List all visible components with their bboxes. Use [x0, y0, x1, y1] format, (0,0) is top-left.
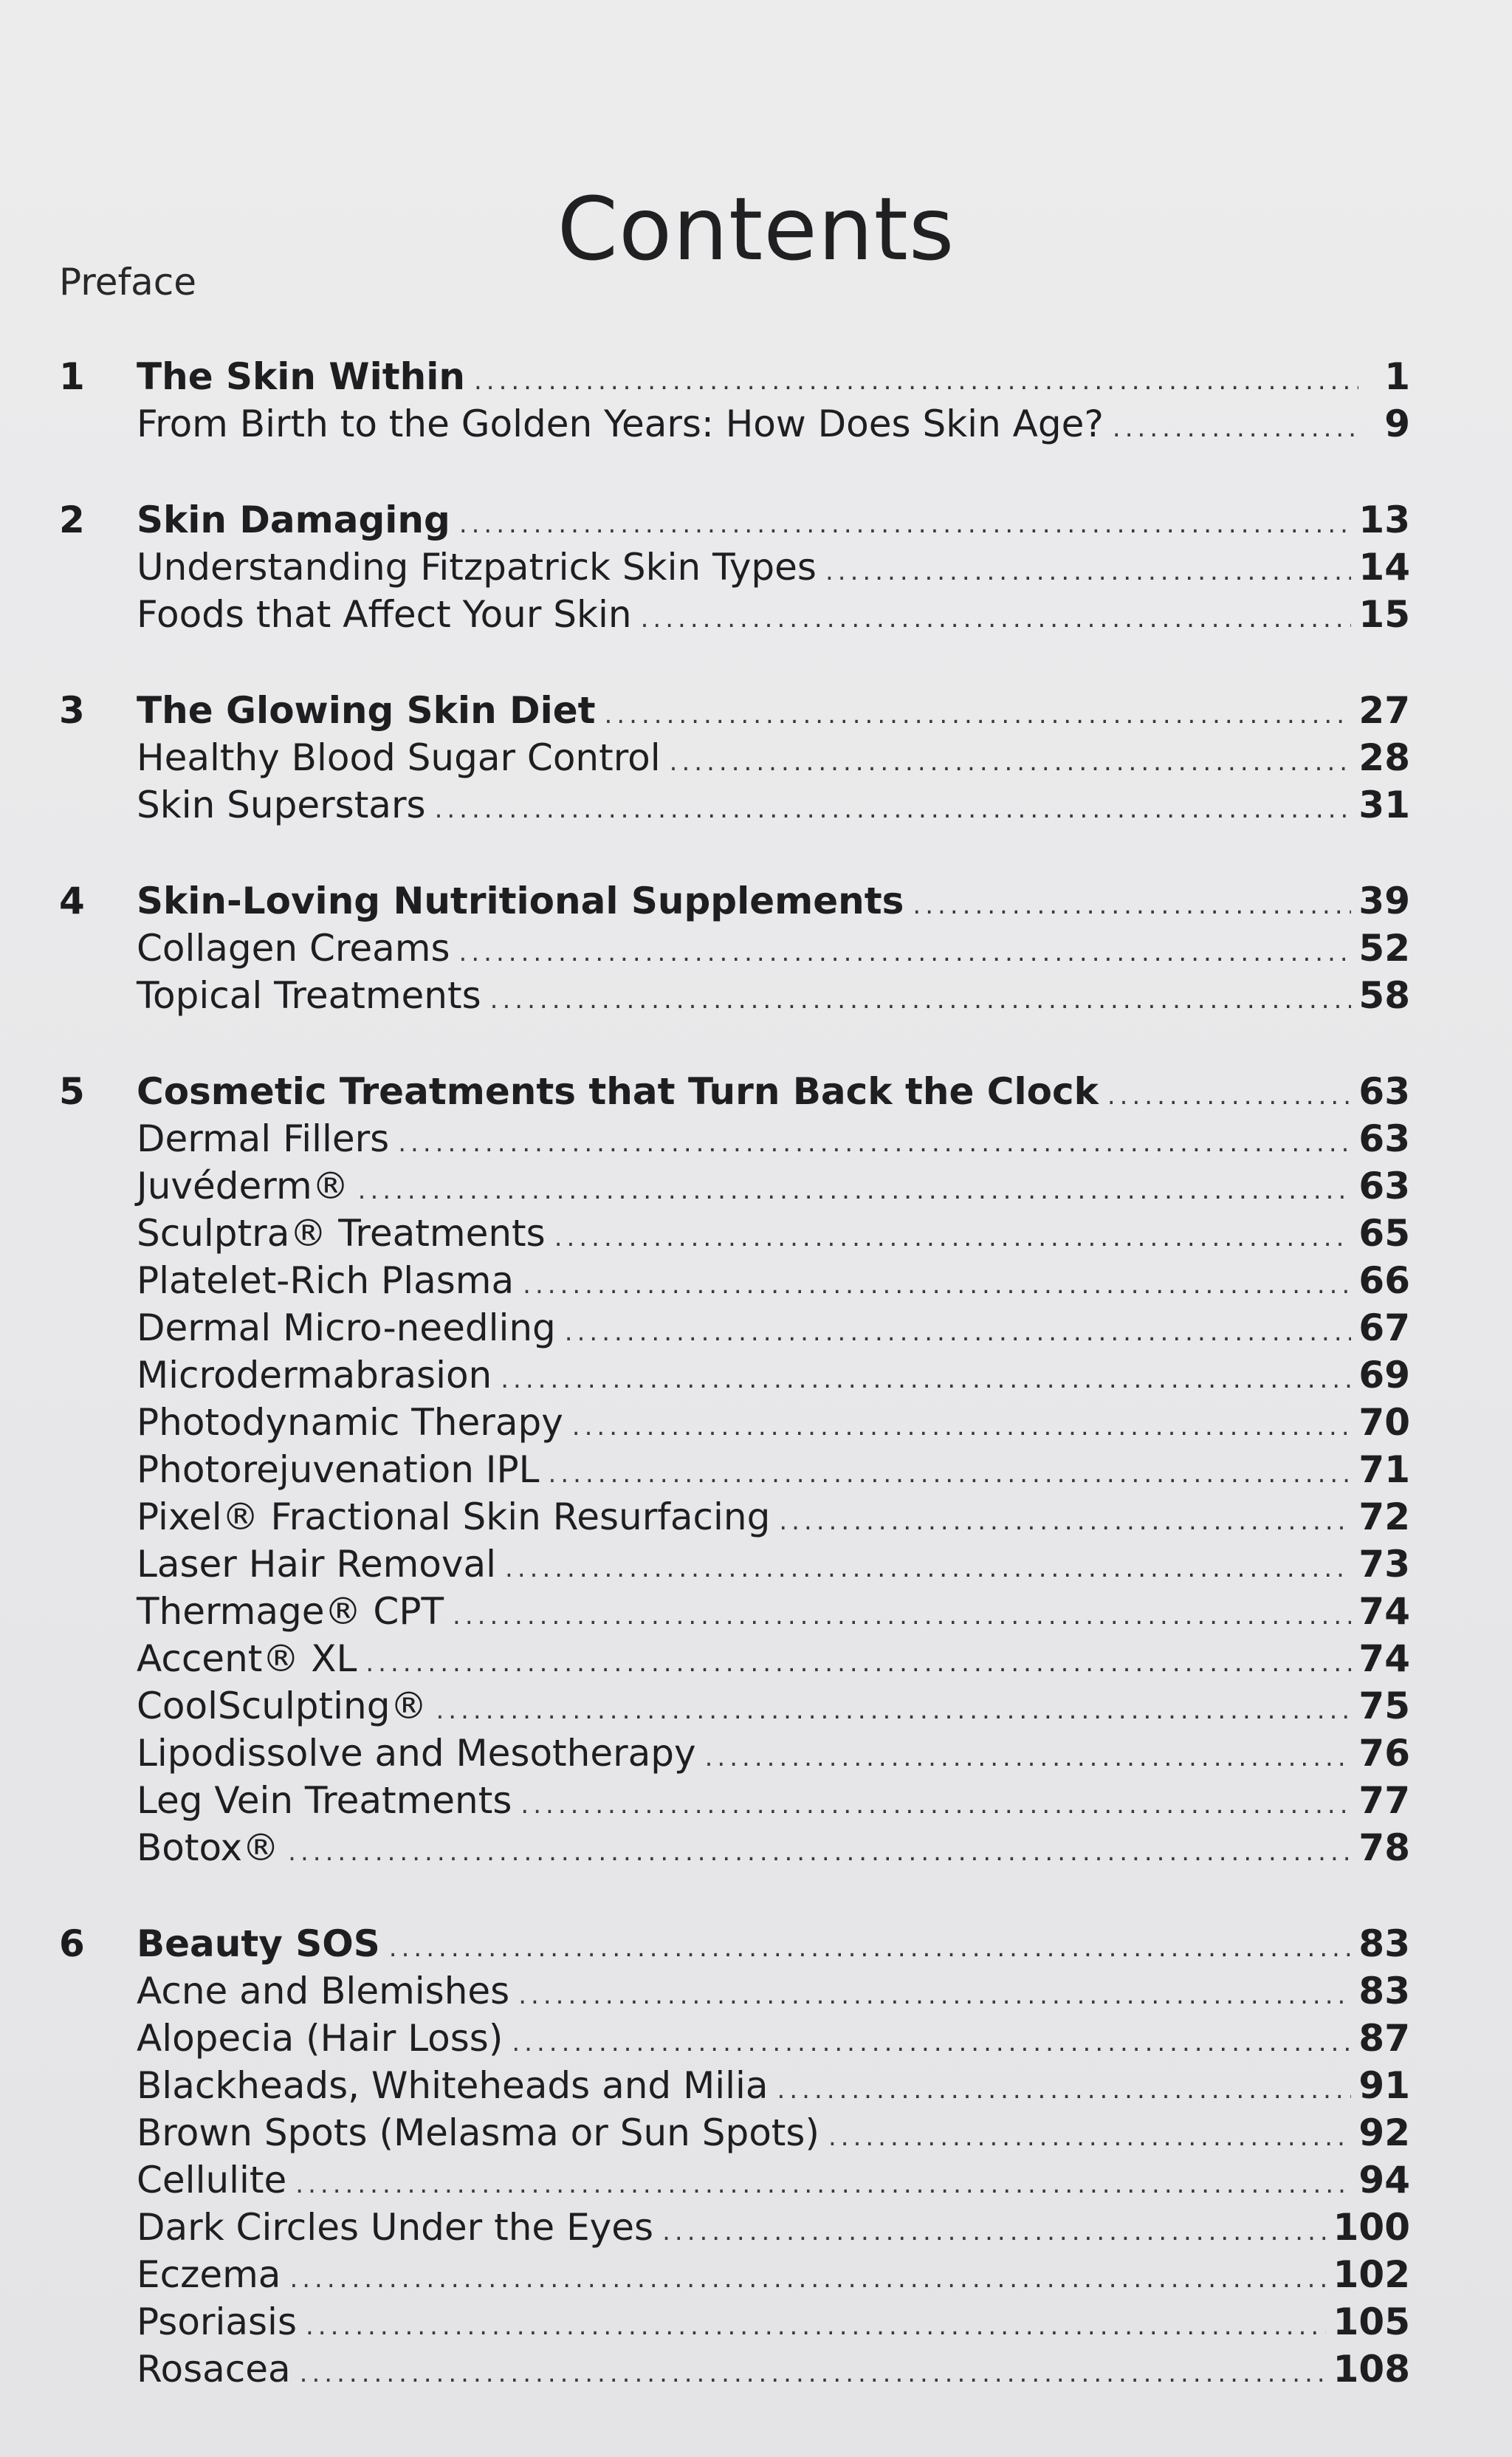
dot-leader: [520, 1781, 1351, 1829]
section-entry: [137, 2298, 1410, 2345]
dot-leader: [641, 595, 1352, 642]
dot-leader: [828, 2114, 1351, 2161]
chapter-5: [59, 1068, 1410, 1871]
entry-label: Accent® XL: [137, 1637, 357, 1680]
dot-leader: [565, 1309, 1352, 1356]
entry-label: The Glowing Skin Diet: [137, 689, 596, 732]
section-entry: [137, 1351, 1410, 1399]
entry-label: Skin Superstars: [137, 784, 426, 826]
section-entry: [137, 1115, 1410, 1162]
entry-page-number: 70: [1358, 1401, 1410, 1444]
entry-label: Acne and Blemishes: [137, 1970, 510, 2012]
dot-leader: [572, 1403, 1352, 1450]
chapter-3: [59, 687, 1410, 829]
entry-label: Photorejuvenation IPL: [137, 1448, 540, 1491]
entry-label: The Skin Within: [137, 355, 465, 398]
section-entry: [137, 1162, 1410, 1210]
dot-leader: [549, 1450, 1352, 1498]
table-of-contents: [59, 353, 1410, 2393]
entry-page-number: 14: [1358, 546, 1410, 589]
entry-page-number: 83: [1358, 1970, 1410, 2012]
dot-leader: [435, 786, 1352, 833]
section-entry: [137, 781, 1410, 829]
dot-leader: [365, 1639, 1351, 1687]
entry-page-number: 52: [1358, 927, 1410, 970]
entry-page-number: 63: [1358, 1165, 1410, 1207]
chapter-number: 4: [59, 880, 85, 922]
entry-label: Leg Vein Treatments: [137, 1779, 512, 1822]
dot-leader: [300, 2350, 1326, 2397]
entry-page-number: 105: [1333, 2300, 1410, 2343]
section-entry: [137, 400, 1410, 448]
dot-leader: [501, 1356, 1351, 1403]
entry-page-number: 91: [1358, 2064, 1410, 2107]
entry-page-number: 9: [1384, 402, 1410, 445]
entry-label: Skin-Loving Nutritional Supplements: [137, 880, 904, 922]
section-entry: [137, 2251, 1410, 2298]
entry-page-number: 83: [1358, 1922, 1410, 1965]
entry-label: Healthy Blood Sugar Control: [137, 736, 661, 779]
dot-leader: [288, 1829, 1351, 1876]
chapter-number: 2: [59, 498, 85, 541]
entry-page-number: 63: [1358, 1070, 1410, 1113]
entry-page-number: 15: [1358, 593, 1410, 636]
section-entry: [137, 1257, 1410, 1304]
dot-leader: [705, 1734, 1352, 1781]
dot-leader: [398, 1120, 1351, 1167]
entry-page-number: 77: [1358, 1779, 1410, 1822]
entry-label: Understanding Fitzpatrick Skin Types: [137, 546, 817, 589]
dot-leader: [825, 548, 1351, 595]
entry-page-number: 58: [1358, 974, 1410, 1017]
dot-leader: [1113, 405, 1358, 452]
section-entry: [137, 2204, 1410, 2251]
entry-page-number: 92: [1358, 2111, 1410, 2154]
dot-leader: [779, 1498, 1351, 1545]
chapter-title-entry: [137, 496, 1410, 544]
entry-page-number: 13: [1358, 498, 1410, 541]
entry-label: Photodynamic Therapy: [137, 1401, 563, 1444]
section-entry: [137, 2015, 1410, 2062]
chapter-title-entry: [137, 1920, 1410, 1967]
entry-page-number: 78: [1358, 1826, 1410, 1869]
section-entry: [137, 1824, 1410, 1871]
chapter-entries: [137, 877, 1410, 1019]
entry-page-number: 66: [1358, 1259, 1410, 1302]
entry-label: Platelet-Rich Plasma: [137, 1259, 515, 1302]
entry-label: Foods that Affect Your Skin: [137, 593, 632, 636]
entry-page-number: 102: [1333, 2253, 1410, 2296]
dot-leader: [554, 1214, 1352, 1261]
entry-page-number: 73: [1358, 1543, 1410, 1586]
entry-page-number: 67: [1358, 1306, 1410, 1349]
dot-leader: [777, 2066, 1352, 2114]
chapter-title-entry: [137, 687, 1410, 734]
page-title: Contents: [557, 178, 955, 281]
section-entry: [137, 1493, 1410, 1541]
section-entry: [137, 2345, 1410, 2393]
chapter-number: 6: [59, 1922, 85, 1965]
dot-leader: [453, 1592, 1351, 1639]
section-entry: [137, 925, 1410, 972]
entry-page-number: 94: [1358, 2159, 1410, 2201]
dot-leader: [490, 976, 1352, 1024]
entry-label: Botox®: [137, 1826, 280, 1869]
entry-page-number: 100: [1333, 2206, 1410, 2249]
entry-label: Sculptra® Treatments: [137, 1212, 546, 1255]
dot-leader: [523, 1261, 1351, 1309]
entry-label: Lipodissolve and Mesotherapy: [137, 1732, 696, 1775]
entry-label: Psoriasis: [137, 2300, 297, 2343]
dot-leader: [389, 1925, 1352, 1972]
section-entry: [137, 972, 1410, 1019]
chapter-title-entry: [137, 877, 1410, 925]
entry-label: Topical Treatments: [137, 974, 481, 1017]
entry-page-number: 87: [1358, 2017, 1410, 2060]
section-entry: [137, 2062, 1410, 2109]
entry-page-number: 71: [1358, 1448, 1410, 1491]
entry-label: Juvéderm®: [137, 1165, 349, 1207]
dot-leader: [289, 2255, 1325, 2303]
entry-page-number: 1: [1384, 355, 1410, 398]
dot-leader: [1107, 1072, 1352, 1120]
section-entry: [137, 544, 1410, 591]
entry-label: Thermage® CPT: [137, 1590, 444, 1633]
dot-leader: [358, 1167, 1352, 1214]
chapter-title-entry: [137, 353, 1410, 400]
section-entry: [137, 1304, 1410, 1351]
entry-page-number: 27: [1358, 689, 1410, 732]
chapter-number: 3: [59, 689, 85, 732]
chapter-entries: [137, 496, 1410, 638]
section-entry: [137, 1446, 1410, 1493]
chapter-entries: [137, 687, 1410, 829]
section-entry: [137, 2109, 1410, 2156]
section-entry: [137, 1777, 1410, 1824]
dot-leader: [518, 1972, 1351, 2019]
entry-label: Beauty SOS: [137, 1922, 380, 1965]
dot-leader: [913, 882, 1351, 929]
entry-page-number: 31: [1358, 784, 1410, 826]
entry-label: Cosmetic Treatments that Turn Back the Clock: [137, 1070, 1099, 1113]
entry-label: CoolSculpting®: [137, 1685, 427, 1727]
chapter-4: [59, 877, 1410, 1019]
entry-page-number: 76: [1358, 1732, 1410, 1775]
preface-entry: Preface: [59, 261, 196, 304]
dot-leader: [295, 2161, 1351, 2208]
entry-label: Eczema: [137, 2253, 281, 2296]
dot-leader: [662, 2208, 1326, 2255]
entry-label: Blackheads, Whiteheads and Milia: [137, 2064, 769, 2107]
entry-label: Rosacea: [137, 2348, 291, 2391]
entry-label: Laser Hair Removal: [137, 1543, 497, 1586]
chapter-title-entry: [137, 1068, 1410, 1115]
entry-page-number: 75: [1358, 1685, 1410, 1727]
entry-label: Alopecia (Hair Loss): [137, 2017, 504, 2060]
section-entry: [137, 1730, 1410, 1777]
dot-leader: [459, 929, 1352, 976]
dot-leader: [605, 691, 1352, 739]
dot-leader: [512, 2019, 1351, 2066]
section-entry: [137, 734, 1410, 781]
entry-label: Dark Circles Under the Eyes: [137, 2206, 654, 2249]
entry-label: Pixel® Fractional Skin Resurfacing: [137, 1495, 771, 1538]
dot-leader: [306, 2303, 1326, 2350]
entry-page-number: 39: [1358, 880, 1410, 922]
entry-label: Microdermabrasion: [137, 1354, 492, 1397]
chapter-entries: [137, 1920, 1410, 2393]
entry-label: From Birth to the Golden Years: How Does Skin Age?: [137, 402, 1104, 445]
entry-label: Dermal Fillers: [137, 1117, 390, 1160]
entry-page-number: 28: [1358, 736, 1410, 779]
dot-leader: [436, 1687, 1351, 1734]
entry-page-number: 108: [1333, 2348, 1410, 2391]
chapter-6: [59, 1920, 1410, 2393]
entry-label: Dermal Micro-needling: [137, 1306, 556, 1349]
chapter-number: 1: [59, 355, 85, 398]
chapter-number: 5: [59, 1070, 85, 1113]
entry-page-number: 72: [1358, 1495, 1410, 1538]
entry-label: Brown Spots (Melasma or Sun Spots): [137, 2111, 819, 2154]
entry-page-number: 74: [1358, 1637, 1410, 1680]
section-entry: [137, 591, 1410, 638]
entry-page-number: 69: [1358, 1354, 1410, 1397]
chapter-entries: [137, 353, 1410, 448]
chapter-2: [59, 496, 1410, 638]
entry-page-number: 74: [1358, 1590, 1410, 1633]
entry-page-number: 63: [1358, 1117, 1410, 1160]
section-entry: [137, 1588, 1410, 1635]
dot-leader: [459, 501, 1352, 548]
dot-leader: [670, 739, 1352, 786]
section-entry: [137, 1967, 1410, 2015]
section-entry: [137, 1682, 1410, 1730]
entry-label: Skin Damaging: [137, 498, 450, 541]
section-entry: [137, 1210, 1410, 1257]
chapter-1: [59, 353, 1410, 448]
section-entry: [137, 1399, 1410, 1446]
section-entry: [137, 1635, 1410, 1682]
section-entry: [137, 2156, 1410, 2204]
entry-page-number: 65: [1358, 1212, 1410, 1255]
dot-leader: [505, 1545, 1351, 1592]
section-entry: [137, 1541, 1410, 1588]
chapter-entries: [137, 1068, 1410, 1871]
entry-label: Cellulite: [137, 2159, 287, 2201]
dot-leader: [474, 357, 1358, 405]
entry-label: Collagen Creams: [137, 927, 450, 970]
